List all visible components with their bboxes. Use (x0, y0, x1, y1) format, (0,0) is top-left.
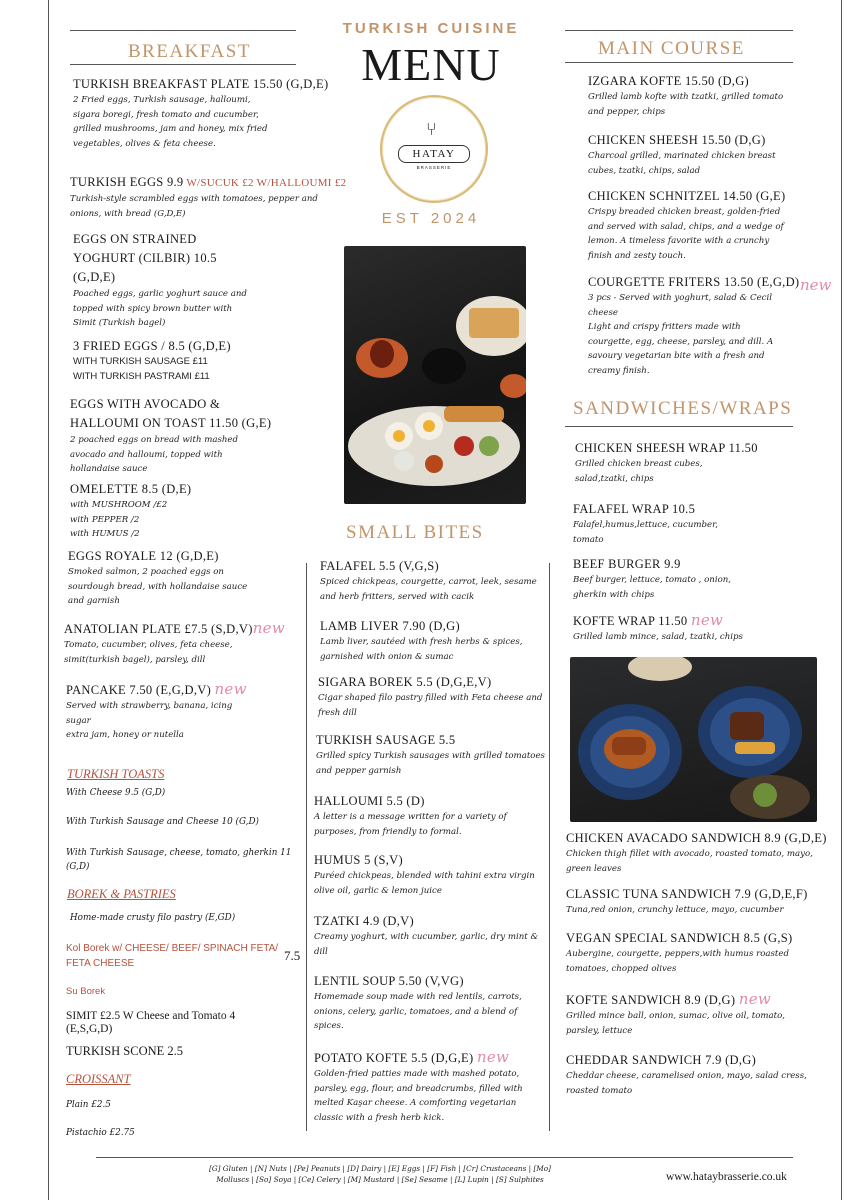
new-badge: new (252, 619, 285, 637)
menu-item: TURKISH SAUSAGE 5.5 Grilled spicy Turkish sausages with grilled tomatoes and pepper garnish (316, 733, 545, 776)
small-bites-rule-left (306, 563, 307, 1131)
sandwiches-title: SANDWICHES/WRAPS (573, 398, 793, 419)
header-subtitle: TURKISH CUISINE (342, 20, 520, 37)
borek-line: Su Borek (66, 986, 106, 997)
menu-item: BEEF BURGER 9.9 Beef burger, lettuce, tomato , onion, gherkin with chips (573, 557, 732, 600)
footer-rule (96, 1157, 793, 1158)
breakfast-photo-art (344, 246, 526, 504)
toast-item: With Turkish Sausage and Cheese 10 (G,D) (66, 817, 259, 827)
scone-item: TURKISH SCONE 2.5 (66, 1044, 184, 1058)
small-bites-rule-right (549, 563, 550, 1131)
website-link[interactable]: www.hataybrasserie.co.uk (666, 1171, 787, 1183)
menu-item: KOFTE WRAP 11.50 new Grilled lamb mince, salad, tzatki, chips (573, 611, 743, 642)
menu-item: LENTIL SOUP 5.50 (V,VG) Homemade soup made with red lentils, carrots, onions, celery, garlic, tomatoes, and a blend of spices. (314, 974, 522, 1031)
logo-sub: BRASSERIE (416, 165, 452, 170)
small-bites-title: SMALL BITES (346, 522, 484, 543)
simit-item: SIMIT £2.5 W Cheese and Tomato 4 (E,S,G,D) (66, 1010, 236, 1035)
new-badge: new (800, 276, 832, 294)
menu-item: LAMB LIVER 7.90 (D,G) Lamb liver, sautéed with fresh herbs & spices, garnished with onion & sumac (320, 619, 523, 662)
menu-item: EGGS ON STRAINED YOGHURT (CILBIR) 10.5 (G,D,E) Poached eggs, garlic yoghurt sauce and topped with spicy brown butter with Simit (Turkish bagel) (73, 232, 247, 328)
logo-text: HATAY (398, 145, 470, 163)
menu-item: KOFTE SANDWICH 8.9 (D,G) new Grilled mince ball, onion, sumac, olive oil, tomato, parsley, lettuce (566, 990, 786, 1036)
menu-item: CHICKEN SHEESH WRAP 11.50 Grilled chicken breast cubes, salad,tzatki, chips (575, 441, 758, 484)
page-title: MENU (361, 39, 501, 90)
menu-item: POTATO KOFTE 5.5 (D,G,E) new Golden-fried patties made with mashed potato, parsley, egg, flour, and breadcrumbs, filled with melted Kaşar cheese. A comforting vegetarian classic with a fresh herb kick. (314, 1048, 523, 1123)
menu-item: CHICKEN SHEESH 15.50 (D,G) Charcoal grilled, marinated chicken breast cubes, tzatki, chips, salad (588, 133, 776, 176)
allergen-key: [G] Gluten | [N] Nuts | [Pe] Peanuts | [D] Dairy | [E] Eggs | [F] Fish | [Cr] Crustaceans | [Mo] Molluscs | [So] Soya | [Ce] Celery | [M] Mustard | [Se] Sesame | [L] Lupin | [S] Sulphites (208, 1164, 552, 1184)
main-course-title: MAIN COURSE (598, 38, 745, 59)
menu-item: HUMUS 5 (S,V) Puréed chickpeas, blended with tahini extra virgin olive oil, garlic & lemon juice (314, 853, 535, 896)
toasts-title: TURKISH TOASTS (67, 767, 165, 781)
menu-item: OMELETTE 8.5 (D,E) with MUSHROOM /£2 with PEPPER /2 with HUMUS /2 (70, 482, 192, 539)
borek-line: Kol Borek w/ CHEESE/ BEEF/ SPINACH FETA/ FETA CHEESE (66, 943, 279, 969)
breakfast-photo (344, 246, 526, 504)
toast-item: With Cheese 9.5 (G,D) (66, 788, 166, 798)
new-badge: new (738, 990, 772, 1008)
kofte-photo-art (570, 657, 817, 822)
sandwiches-rule (565, 426, 793, 427)
new-badge: new (214, 680, 247, 698)
menu-item: COURGETTE FRITERS 13.50 (E,G,D) 3 pcs - Served with yoghurt, salad & Cecil cheese Light and crispy fritters made with courgette, egg, cheese, parsley, and dill. A savoury vegetarian bite with a fresh and creamy finish. (588, 275, 800, 376)
kofte-photo (570, 657, 817, 822)
menu-item: EGGS WITH AVOCADO & HALLOUMI ON TOAST 11.50 (G,E) 2 poached eggs on bread with mashed avocado and halloumi, topped with hollandaise sauce (70, 397, 272, 474)
new-badge: new (476, 1048, 510, 1066)
borek-line: Home-made crusty filo pastry (E,GD) (70, 913, 236, 923)
menu-item: FALAFEL 5.5 (V,G,S) Spiced chickpeas, courgette, carrot, leek, sesame and herb fritters, served with cacik (320, 559, 537, 602)
main-course-rule (565, 62, 793, 63)
menu-item: HALLOUMI 5.5 (D) A letter is a message written for a variety of purposes, from friendly to formal. (314, 794, 507, 837)
menu-item: SIGARA BOREK 5.5 (D,G,E,V) Cigar shaped filo pastry filled with Feta cheese and fresh dill (318, 675, 543, 718)
breakfast-title: BREAKFAST (128, 41, 251, 62)
breakfast-rule (70, 64, 296, 65)
menu-item: PANCAKE 7.50 (E,G,D,V) new Served with strawberry, banana, icing sugar extra jam, honey or nutella (66, 680, 247, 740)
borek-title: BOREK & PASTRIES (67, 887, 176, 901)
menu-item: TZATKI 4.9 (D,V) Creamy yoghurt, with cucumber, garlic, dry mint & dill (314, 914, 539, 957)
menu-item: VEGAN SPECIAL SANDWICH 8.5 (G,S) Aubergine, courgette, peppers,with humus roasted tomatoes, chopped olives (566, 931, 793, 974)
fork-knife-icon: ⑂ (426, 119, 437, 140)
est-label: EST 2024 (381, 210, 481, 227)
header-rule-left (70, 30, 296, 31)
menu-item: TURKISH EGGS 9.9 W/SUCUK £2 W/HALLOUMI £2 Turkish-style scrambled eggs with tomatoes, pepper and onions, with bread (G,D,E) (70, 175, 347, 219)
menu-item: CLASSIC TUNA SANDWICH 7.9 (G,D,E,F) Tuna,red onion, crunchy lettuce, mayo, cucumber (566, 887, 808, 915)
menu-item: CHICKEN SCHNITZEL 14.50 (G,E) Crispy breaded chicken breast, golden-fried and served with salad, chips, and a wedge of lemon. A timeless favorite with a crunchy finish and zesty touch. (588, 189, 786, 261)
croissant-item: Plain £2.5 (66, 1100, 111, 1110)
menu-item: 3 FRIED EGGS / 8.5 (G,D,E) WITH TURKISH SAUSAGE £11 WITH TURKISH PASTRAMI £11 (73, 339, 231, 382)
croissant-item: Pistachio £2.75 (66, 1128, 135, 1138)
header-rule-right (565, 30, 793, 31)
menu-item: EGGS ROYALE 12 (G,D,E) Smoked salmon, 2 poached eggs on sourdough bread, with hollandaise sauce and garnish (68, 549, 248, 606)
menu-item: ANATOLIAN PLATE £7.5 (S,D,V)new Tomato, cucumber, olives, feta cheese, simit(turkish bagel), parsley, dill (64, 619, 285, 665)
menu-item: IZGARA KOFTE 15.50 (D,G) Grilled lamb kofte with tzatki, grilled tomato and pepper, chips (588, 74, 784, 117)
borek-price: 7.5 (284, 948, 301, 963)
menu-item: FALAFEL WRAP 10.5 Falafel,humus,lettuce, cucumber, tomato (573, 502, 718, 545)
new-badge: new (690, 611, 724, 629)
croissant-title: CROISSANT (66, 1072, 131, 1086)
toast-item: With Turkish Sausage, cheese, tomato, gherkin 11 (G,D) (66, 848, 292, 872)
menu-item: CHICKEN AVACADO SANDWICH 8.9 (G,D,E) Chicken thigh fillet with avocado, roasted tomato, mayo, green leaves (566, 831, 827, 874)
menu-item: TURKISH BREAKFAST PLATE 15.50 (G,D,E) 2 Fried eggs, Turkish sausage, halloumi, sigara boregi, fresh tomato and cucumber, grilled mushrooms, jam and honey, mix fried vegetables, olives & feta cheese. (73, 77, 329, 149)
menu-item: CHEDDAR SANDWICH 7.9 (D,G) Cheddar cheese, caramelised onion, mayo, salad cress, roasted tomato (566, 1053, 807, 1096)
